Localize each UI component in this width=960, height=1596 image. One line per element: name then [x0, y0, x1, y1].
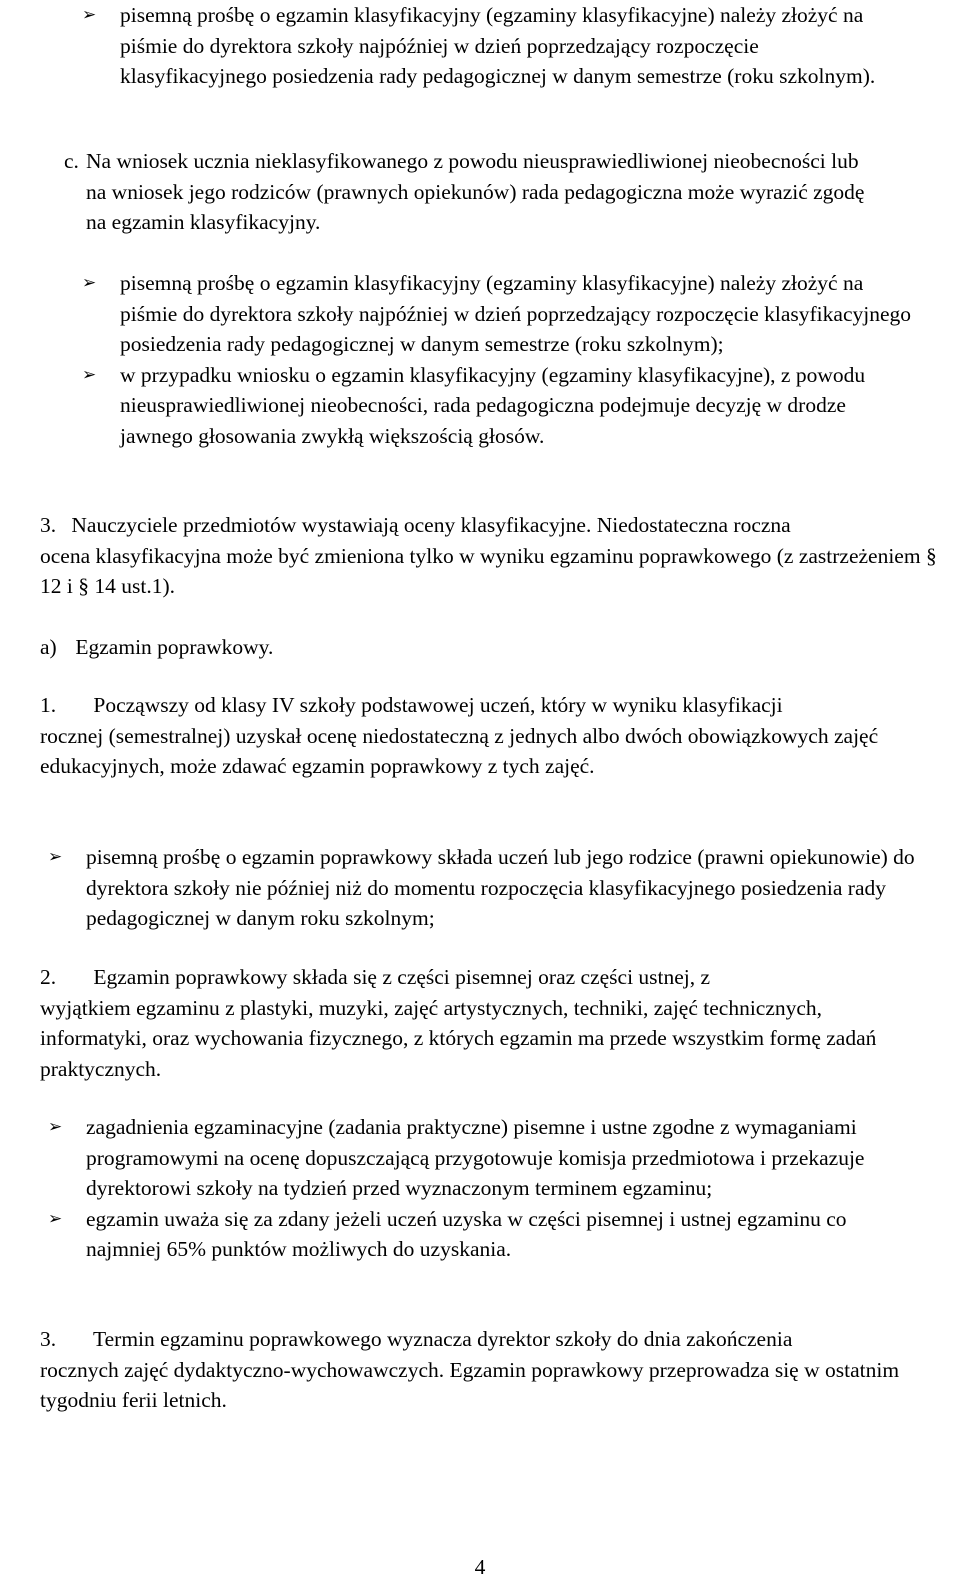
bullet-text: w przypadku wniosku o egzamin klasyfikacyjny (egzaminy klasyfikacyjne), z powodu nieusprawiedliwionej nieobecności, rada pedagogiczna podejmuje decyzję w drodze jawnego głosowania zwykłą większością głosów. [120, 362, 866, 448]
point-3b-first-line: Termin egzaminu poprawkowego wyznacza dyrektor szkoły do dnia zakończenia [93, 1327, 793, 1351]
arrow-bullet-icon: ➢ [48, 847, 63, 867]
arrow-bullet-icon: ➢ [82, 273, 97, 293]
point-3 [40, 510, 940, 602]
point-2 [40, 962, 910, 1084]
bullet-list-2 [48, 1112, 926, 1265]
section-a-heading [40, 632, 940, 663]
point-1 [40, 690, 930, 782]
bullet-item [48, 1204, 926, 1265]
bullet-item [82, 0, 890, 92]
point-3-first-line: Nauczyciele przedmiotów wystawiają oceny klasyfikacyjne. Niedostateczna roczna [71, 513, 791, 537]
bullet-list-c [82, 268, 920, 451]
section-title: Egzamin poprawkowy. [75, 635, 274, 659]
bullet-text: pisemną prośbę o egzamin poprawkowy składa uczeń lub jego rodzice (prawni opiekunowie) do dyrektora szkoły nie później niż do momentu rozpoczęcia klasyfikacyjnego posiedzenia rady pedagogicznej w danym roku szkolnym; [86, 845, 915, 930]
bullet-item [82, 268, 920, 360]
point-marker: 2. [40, 965, 57, 989]
bullet-text: pisemną prośbę o egzamin klasyfikacyjny (egzaminy klasyfikacyjne) należy złożyć na piśmie do dyrektora szkoły najpóźniej w dzień poprzedzający rozpoczęcie klasyfikacyjnego posiedzenia rady pedagogicznej w danym semestrze (roku szkolnym). [120, 3, 876, 88]
arrow-bullet-icon: ➢ [82, 5, 97, 25]
point-3b-rest: rocznych zajęć dydaktyczno-wychowawczych. Egzamin poprawkowy przeprowadza się w ostatnim tygodniu ferii letnich. [40, 1357, 900, 1412]
page-number: 4 [474, 1555, 486, 1579]
point-2-rest: wyjątkiem egzaminu z plastyki, muzyki, zajęć artystycznych, techniki, zajęć technicznych, informatyki, oraz wychowania fizycznego, z których egzamin ma przede wszystkim formę zadań praktycznych. [40, 995, 877, 1081]
point-3-rest: ocena klasyfikacyjna może być zmieniona tylko w wyniku egzaminu poprawkowego (z zastrzeżeniem § 12 i § 14 ust.1). [40, 543, 937, 598]
bullet-item [82, 360, 920, 452]
bullet-text: egzamin uważa się za zdany jeżeli uczeń uzyska w części pisemnej i ustnej egzaminu co najmniej 65% punktów możliwych do uzyskania. [86, 1206, 847, 1261]
bullet-list-top [82, 0, 890, 92]
item-c [64, 146, 876, 238]
bullet-text: pisemną prośbę o egzamin klasyfikacyjny (egzaminy klasyfikacyjne) należy złożyć na piśmie do dyrektora szkoły najpóźniej w dzień poprzedzający rozpoczęcie klasyfikacyjnego posiedzenia rady pedagogicznej w danym semestrze (roku szkolnym); [120, 271, 911, 356]
bullet-item [48, 842, 926, 934]
bullet-text: zagadnienia egzaminacyjne (zadania praktyczne) pisemne i ustne zgodne z wymaganiami programowymi na ocenę dopuszczającą przygotowuje komisja przedmiotowa i przekazuje dyrektorowi szkoły na tydzień przed wyznaczonym terminem egzaminu; [86, 1115, 865, 1200]
arrow-bullet-icon: ➢ [48, 1117, 63, 1137]
point-2-first-line: Egzamin poprawkowy składa się z części pisemnej oraz części ustnej, z [93, 965, 711, 989]
point-3b [40, 1324, 945, 1416]
item-marker: c. [64, 149, 79, 173]
item-c-text: Na wniosek ucznia nieklasyfikowanego z powodu nieusprawiedliwionej nieobecności lub na wniosek jego rodziców (prawnych opiekunów) rada pedagogiczna może wyrazić zgodę na egzamin klasyfikacyjny. [86, 149, 865, 234]
bullet-item [48, 1112, 926, 1204]
bullet-list-1 [48, 842, 926, 934]
section-marker: a) [40, 635, 57, 659]
point-1-rest: rocznej (semestralnej) uzyskał ocenę niedostateczną z jednych albo dwóch obowiązkowych zajęć edukacyjnych, może zdawać egzamin poprawkowy z tych zajęć. [40, 723, 879, 778]
arrow-bullet-icon: ➢ [48, 1208, 63, 1229]
arrow-bullet-icon: ➢ [82, 364, 97, 385]
point-marker: 3. [40, 513, 57, 537]
point-marker: 1. [40, 693, 57, 717]
point-1-first-line: Począwszy od klasy IV szkoły podstawowej uczeń, który w wyniku klasyfikacji [93, 693, 783, 717]
point-marker: 3. [40, 1327, 57, 1351]
